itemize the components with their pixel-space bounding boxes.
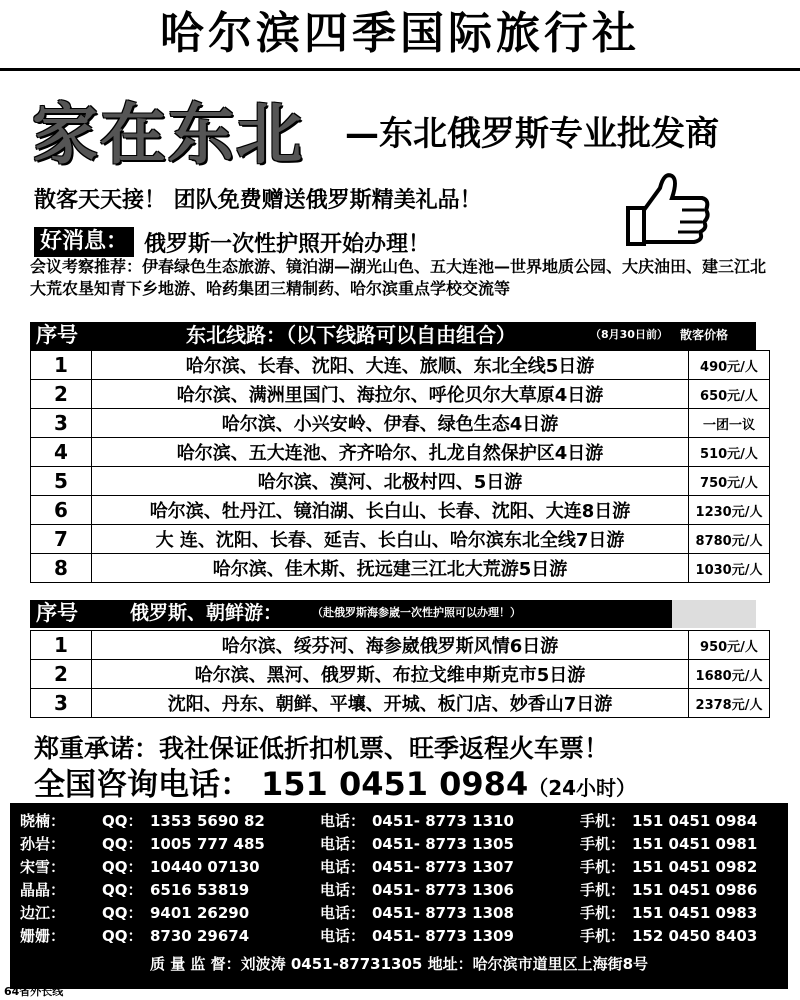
route-price: 2378元/人 [689, 689, 770, 718]
quality-supervision: 质 量 监 督：刘波涛 0451-87731305 地址：哈尔滨市道里区上海街8号 [149, 955, 649, 973]
header-no: 序号 [36, 323, 78, 347]
good-news-label: 好消息： [34, 227, 134, 257]
route-price: 490元/人 [689, 351, 770, 380]
table-row [31, 631, 770, 660]
tel-label: 电话： [320, 835, 366, 853]
logo-text: 家在东北 [32, 96, 304, 173]
route-name: 哈尔滨、长春、沈阳、大连、旅顺、东北全线5日游 [92, 351, 689, 380]
contact-name: 孙岩： [20, 835, 66, 853]
qq-number: 1005 777 485 [150, 835, 265, 853]
hotline [34, 764, 636, 808]
hotline-label: 全国咨询电话： [34, 767, 251, 803]
route-price: 1680元/人 [689, 660, 770, 689]
agency-title: 哈尔滨四季国际旅行社 [0, 0, 800, 71]
table-row [31, 467, 770, 496]
tel-number: 0451- 8773 1309 [372, 927, 514, 945]
mobile-label: 手机： [580, 881, 626, 899]
route-name: 哈尔滨、五大连池、齐齐哈尔、扎龙自然保护区4日游 [92, 438, 689, 467]
qq-label: QQ： [102, 812, 143, 830]
tel-number: 0451- 8773 1307 [372, 858, 514, 876]
route-no: 6 [31, 496, 92, 525]
header-no: 序号 [36, 601, 78, 625]
table-row [31, 438, 770, 467]
qq-label: QQ： [102, 904, 143, 922]
table-row [31, 351, 770, 380]
qq-number: 10440 07130 [150, 858, 260, 876]
route-no: 3 [31, 689, 92, 718]
contacts-panel [10, 803, 788, 989]
tel-label: 电话： [320, 904, 366, 922]
mobile-number: 151 0451 0986 [632, 881, 758, 899]
tel-number: 0451- 8773 1306 [372, 881, 514, 899]
header-note: （8月30日前） [590, 328, 668, 341]
route-name: 哈尔滨、黑河、俄罗斯、布拉戈维申斯克市5日游 [92, 660, 689, 689]
qq-number: 6516 53819 [150, 881, 250, 899]
route-name: 大 连、沈阳、长春、延吉、长白山、哈尔滨东北全线7日游 [92, 525, 689, 554]
mobile-number: 152 0450 8403 [632, 927, 758, 945]
good-news-text: 俄罗斯一次性护照开始办理！ [144, 231, 431, 257]
meeting-recommendation [30, 256, 778, 300]
qq-label: QQ： [102, 927, 143, 945]
route-price: 750元/人 [689, 467, 770, 496]
mobile-label: 手机： [580, 812, 626, 830]
mobile-label: 手机： [580, 835, 626, 853]
route-no: 2 [31, 380, 92, 409]
qq-number: 9401 26290 [150, 904, 250, 922]
route-price: 1230元/人 [689, 496, 770, 525]
table-row [31, 409, 770, 438]
contact-row [10, 811, 788, 832]
table-row [31, 689, 770, 718]
thumbs-up-icon [620, 168, 712, 248]
mobile-number: 151 0451 0981 [632, 835, 758, 853]
mobile-number: 151 0451 0984 [632, 812, 758, 830]
russia-routes-table [30, 630, 770, 718]
hotline-hours: （24小时） [528, 776, 637, 800]
russia-header-price-blank [672, 600, 756, 628]
route-name: 沈阳、丹东、朝鲜、平壤、开城、板门店、妙香山7日游 [92, 689, 689, 718]
qq-label: QQ： [102, 835, 143, 853]
tel-number: 0451- 8773 1308 [372, 904, 514, 922]
route-name: 哈尔滨、绥芬河、海参崴俄罗斯风情6日游 [92, 631, 689, 660]
mobile-label: 手机： [580, 904, 626, 922]
route-name: 哈尔滨、佳木斯、抚远建三江北大荒游5日游 [92, 554, 689, 583]
route-name: 哈尔滨、漠河、北极村四、5日游 [92, 467, 689, 496]
route-no: 4 [31, 438, 92, 467]
table-row [31, 660, 770, 689]
contact-row [10, 903, 788, 924]
route-name: 哈尔滨、牡丹江、镜泊湖、长白山、长春、沈阳、大连8日游 [92, 496, 689, 525]
mobile-label: 手机： [580, 858, 626, 876]
northeast-routes-table [30, 350, 770, 583]
table-row [31, 380, 770, 409]
good-news [34, 226, 430, 258]
promise: 郑重承诺：我社保证低折扣机票、旺季返程火车票！ [34, 734, 610, 763]
meeting-text: 伊春绿色生态旅游、镜泊湖—湖光山色、五大连池—世界地质公园、大庆油田、建三江北大荒农垦知青下乡地游、哈药集团三精制药、哈尔滨重点学校交流等 [30, 257, 767, 298]
route-no: 1 [31, 351, 92, 380]
mobile-number: 151 0451 0983 [632, 904, 758, 922]
contact-row [10, 880, 788, 901]
contact-name: 宋雪： [20, 858, 66, 876]
meeting-label: 会议考察推荐： [30, 257, 143, 276]
route-no: 5 [31, 467, 92, 496]
tel-label: 电话： [320, 858, 366, 876]
header-price: 散客价格 [680, 328, 729, 342]
contact-name: 晶晶： [20, 881, 66, 899]
qq-label: QQ： [102, 881, 143, 899]
mobile-number: 151 0451 0982 [632, 858, 758, 876]
qq-number: 1353 5690 82 [150, 812, 265, 830]
route-no: 7 [31, 525, 92, 554]
qq-label: QQ： [102, 858, 143, 876]
contact-name: 边江： [20, 904, 66, 922]
table-row [31, 554, 770, 583]
qq-number: 8730 29674 [150, 927, 250, 945]
route-price: 1030元/人 [689, 554, 770, 583]
table-row [31, 496, 770, 525]
route-price: 950元/人 [689, 631, 770, 660]
contact-row [10, 857, 788, 878]
route-price: 650元/人 [689, 380, 770, 409]
slogan: 散客天天接！ 团队免费赠送俄罗斯精美礼品！ [34, 188, 482, 213]
contact-name: 晓楠： [20, 812, 66, 830]
tel-label: 电话： [320, 881, 366, 899]
route-no: 3 [31, 409, 92, 438]
mobile-label: 手机： [580, 927, 626, 945]
route-price: 510元/人 [689, 438, 770, 467]
hotline-number: 151 0451 0984 [261, 765, 529, 803]
header-title: 俄罗斯、朝鲜游： [130, 602, 283, 624]
route-price: 8780元/人 [689, 525, 770, 554]
table-row [31, 525, 770, 554]
route-no: 8 [31, 554, 92, 583]
header-title: 东北线路：（以下线路可以自由组合） [186, 323, 516, 347]
footer-note: 64省外长线 [4, 985, 64, 998]
subtitle: —东北俄罗斯专业批发商 [345, 114, 719, 154]
contact-row [10, 926, 788, 947]
tel-number: 0451- 8773 1310 [372, 812, 514, 830]
contact-name: 姗姗： [20, 927, 66, 945]
northeast-header [30, 322, 756, 350]
tel-number: 0451- 8773 1305 [372, 835, 514, 853]
route-price: 一团一议 [689, 409, 770, 438]
route-no: 2 [31, 660, 92, 689]
tel-label: 电话： [320, 812, 366, 830]
route-name: 哈尔滨、满洲里国门、海拉尔、呼伦贝尔大草原4日游 [92, 380, 689, 409]
route-name: 哈尔滨、小兴安岭、伊春、绿色生态4日游 [92, 409, 689, 438]
tel-label: 电话： [320, 927, 366, 945]
contact-row [10, 834, 788, 855]
russia-header [30, 600, 672, 628]
header-note: （赴俄罗斯海参崴一次性护照可以办理！） [312, 606, 521, 619]
route-no: 1 [31, 631, 92, 660]
